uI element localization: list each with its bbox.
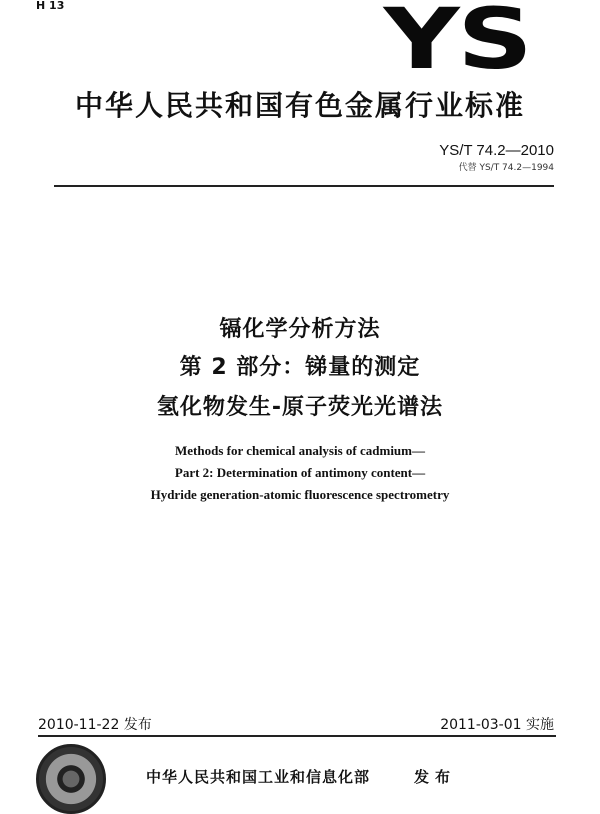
title-en-line-3: Hydride generation-atomic fluorescence spectrometry xyxy=(150,487,450,502)
ics-code: H 13 xyxy=(36,0,65,12)
title-en-line-2: Part 2: Determination of antimony content— xyxy=(174,465,426,480)
standard-number: YS/T 74.2—2010 xyxy=(439,142,554,159)
standard-category-title: 中华人民共和国有色金属行业标准 xyxy=(74,89,525,122)
implementation-date: 2011-03-01 实施 xyxy=(440,717,554,733)
top-divider xyxy=(54,185,554,187)
title-zh-line-3: 氢化物发生-原子荧光光谱法 xyxy=(156,395,444,420)
replaces-standard: 代替 YS/T 74.2—1994 xyxy=(458,163,554,173)
ys-logo: YS xyxy=(383,0,530,88)
title-zh-line-1: 镉化学分析方法 xyxy=(219,317,381,342)
issue-date: 2010-11-22 发布 xyxy=(38,717,152,733)
national-emblem-icon xyxy=(36,744,106,814)
title-zh-line-2: 第 2 部分：锑量的测定 xyxy=(179,355,421,380)
publish-label: 发布 xyxy=(414,768,457,786)
publisher: 中华人民共和国工业和信息化部 xyxy=(146,768,371,786)
title-en-line-1: Methods for chemical analysis of cadmium— xyxy=(175,443,425,458)
bottom-divider xyxy=(38,735,556,737)
